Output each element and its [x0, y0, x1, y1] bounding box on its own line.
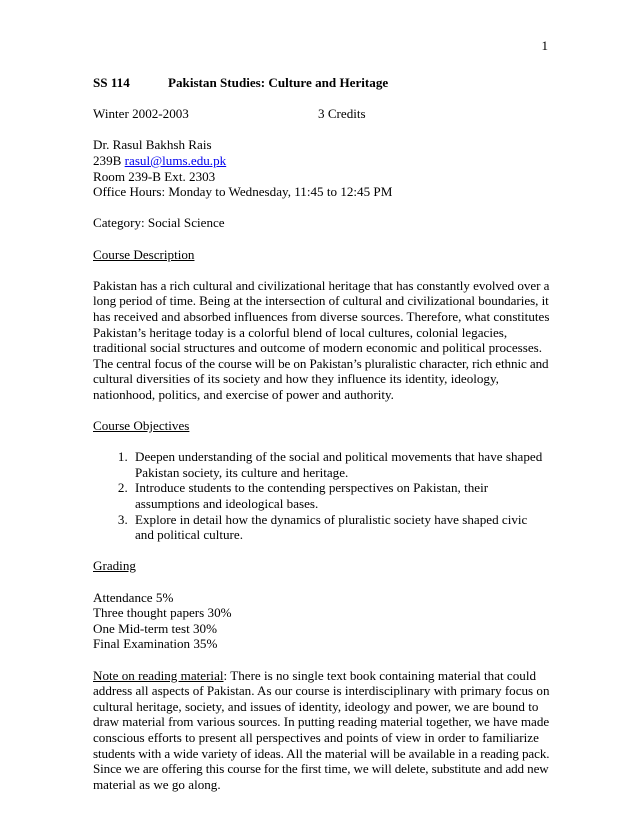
reading-note-line: draw material from various sources. In putting reading material together, we have made: [93, 714, 550, 730]
description-line: long period of time. Being at the intersection of cultural and civilizational boundaries, it: [93, 293, 549, 309]
description-paragraph: [93, 278, 549, 403]
description-line: cultural diversities of its society and how they influence its identity, ideology,: [93, 371, 499, 387]
reading-note-line: conscious efforts to present all perspectives and points of view in order to familiarize: [93, 729, 539, 745]
description-line: traditional social structures and outcome of modern economic and political processes.: [93, 340, 543, 356]
grading-item: Final Examination 35%: [93, 636, 218, 652]
course-category: Category: Social Science: [93, 215, 225, 231]
grading-item: Attendance 5%: [93, 589, 174, 605]
syllabus-content: [93, 75, 549, 792]
description-heading: Course Description: [93, 246, 195, 262]
grading-item: Three thought papers 30%: [93, 605, 232, 621]
office-hours: Office Hours: Monday to Wednesday, 11:45 to 12:45 PM: [93, 184, 393, 200]
instructor-email-link[interactable]: rasul@lums.edu.pk: [124, 152, 227, 168]
reading-note-line: address all aspects of Pakistan. As our course is interdisciplinary with primary focus on: [93, 683, 550, 699]
reading-note-first-line: [93, 668, 549, 684]
description-line: The central focus of the course will be on Pakistan’s pluralistic character, rich ethnic and: [93, 355, 549, 371]
reading-note-line: Since we are offering this course for the first time, we will delete, substitute and add new: [93, 761, 549, 777]
description-line: has received and absorbed influences from diverse sources. Therefore, what constitutes: [93, 308, 550, 324]
objective-item: 3. Explore in detail how the dynamics of pluralistic society have shaped civic and political culture.: [131, 512, 549, 543]
grading-item: One Mid-term test 30%: [93, 620, 218, 636]
instructor-email-line: [93, 153, 549, 169]
reading-note: [93, 668, 549, 793]
course-term: Winter 2002-2003: [93, 106, 189, 122]
objectives-list: [93, 449, 549, 543]
course-title: Pakistan Studies: Culture and Heritage: [168, 75, 389, 90]
reading-note-line: material as we go along.: [93, 776, 221, 792]
grading-heading: Grading: [93, 558, 136, 574]
course-credits: 3 Credits: [318, 106, 366, 122]
reading-note-heading: Note on reading material: [93, 667, 224, 683]
instructor-room: Room 239-B Ext. 2303: [93, 168, 216, 184]
description-line: Pakistan’s heritage today is a colorful blend of local cultures, colonial legacies,: [93, 324, 508, 340]
term-line: [93, 106, 549, 122]
objective-item: 1. Deepen understanding of the social and political movements that have shaped Pakistan society, its culture and heritage.: [131, 449, 549, 480]
description-line: Pakistan has a rich cultural and civilizational heritage that has constantly evolved over a: [93, 277, 550, 293]
office-code: 239B: [93, 152, 122, 168]
course-header: [93, 75, 549, 91]
page-number: 1: [541, 38, 548, 53]
course-code: SS 114: [93, 75, 130, 90]
objectives-heading: Course Objectives: [93, 418, 190, 434]
reading-note-line: students with a wide variety of ideas. All the material will be available in a reading pack.: [93, 745, 550, 761]
instructor-name: Dr. Rasul Bakhsh Rais: [93, 137, 212, 153]
description-line: nationhood, politics, and exercise of power and authority.: [93, 386, 394, 402]
instructor-info: [93, 137, 549, 199]
reading-note-line: cultural heritage, society, and issues of identity, ideology and power, we are bound to: [93, 698, 539, 714]
objective-item: 2. Introduce students to the contending perspectives on Pakistan, their assumptions and ideological bases.: [131, 480, 549, 511]
reading-note-first-line-text: : There is no single text book containing material that could: [223, 667, 537, 683]
grading-list: [93, 590, 549, 652]
